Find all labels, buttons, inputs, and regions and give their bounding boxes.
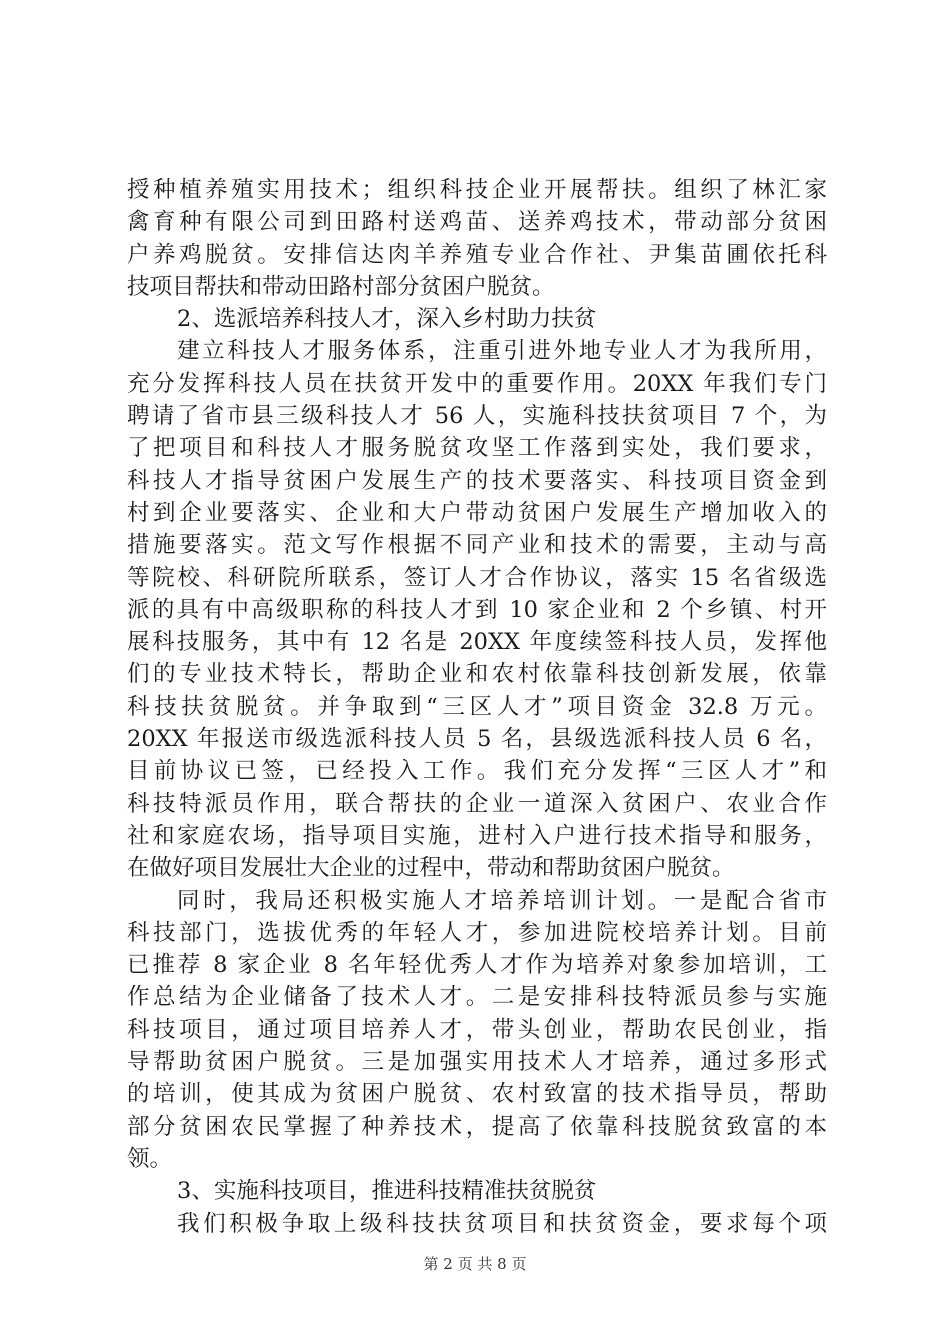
text-line: 科技部门，选拔优秀的年轻人才，参加进院校培养计划。目前 bbox=[127, 919, 827, 946]
text-line: 20XX 年报送市级选派科技人员 5 名，县级选派科技人员 6 名， bbox=[127, 726, 827, 753]
text-line: 的培训，使其成为贫困户脱贫、农村致富的技术指导员，帮助 bbox=[127, 1081, 827, 1108]
text-line: 建立科技人才服务体系，注重引进外地专业人才为我所用， bbox=[177, 338, 827, 365]
text-line: 聘请了省市县三级科技人才 56 人，实施科技扶贫项目 7 个，为 bbox=[127, 403, 827, 430]
page-number: 第 2 页 共 8 页 bbox=[423, 1255, 527, 1273]
section-heading: 2、选派培养科技人才，深入乡村助力扶贫 bbox=[177, 306, 597, 333]
text-line: 我们积极争取上级科技扶贫项目和扶贫资金，要求每个项 bbox=[177, 1210, 827, 1237]
text-line: 们的专业技术特长，帮助企业和农村依靠科技创新发展，依靠 bbox=[127, 661, 827, 688]
text-line: 派的具有中高级职称的科技人才到 10 家企业和 2 个乡镇、村开 bbox=[127, 596, 827, 623]
text-line: 目前协议已签，已经投入工作。我们充分发挥“三区人才”和 bbox=[127, 758, 827, 785]
text-line: 已推荐 8 家企业 8 名年轻优秀人才作为培养对象参加培训，工 bbox=[127, 952, 827, 979]
text-line: 充分发挥科技人员在扶贫开发中的重要作用。20XX 年我们专门 bbox=[127, 370, 827, 397]
text-line: 部分贫困农民掌握了种养技术，提高了依靠科技脱贫致富的本 bbox=[127, 1113, 827, 1140]
page-footer bbox=[0, 1253, 950, 1274]
text-line: 措施要落实。范文写作根据不同产业和技术的需要，主动与高 bbox=[127, 532, 827, 559]
text-line: 了把项目和科技人才服务脱贫攻坚工作落到实处，我们要求， bbox=[127, 435, 827, 462]
text-line: 领。 bbox=[127, 1145, 173, 1172]
text-line: 科技项目，通过项目培养人才，带头创业，帮助农民创业，指 bbox=[127, 1016, 827, 1043]
text-line: 在做好项目发展壮大企业的过程中，带动和帮助贫困户脱贫。 bbox=[127, 855, 735, 882]
text-line: 禽育种有限公司到田路村送鸡苗、送养鸡技术，带动部分贫困 bbox=[127, 209, 827, 236]
text-line: 村到企业要落实、企业和大户带动贫困户发展生产增加收入的 bbox=[127, 499, 827, 526]
text-line: 户养鸡脱贫。安排信达肉羊养殖专业合作社、尹集苗圃依托科 bbox=[127, 241, 827, 268]
text-line: 科技特派员作用，联合帮扶的企业一道深入贫困户、农业合作 bbox=[127, 790, 827, 817]
text-line: 科技人才指导贫困户发展生产的技术要落实、科技项目资金到 bbox=[127, 467, 827, 494]
document-body bbox=[127, 174, 827, 1240]
text-line: 导帮助贫困户脱贫。三是加强实用技术人才培养，通过多形式 bbox=[127, 1049, 827, 1076]
text-line: 作总结为企业储备了技术人才。二是安排科技特派员参与实施 bbox=[127, 984, 827, 1011]
text-line: 社和家庭农场，指导项目实施，进村入户进行技术指导和服务， bbox=[127, 822, 827, 849]
text-line: 技项目帮扶和带动田路村部分贫困户脱贫。 bbox=[127, 273, 555, 300]
text-line: 同时，我局还积极实施人才培养培训计划。一是配合省市 bbox=[177, 887, 827, 914]
text-line: 展科技服务，其中有 12 名是 20XX 年度续签科技人员，发挥他 bbox=[127, 629, 827, 656]
text-line: 等院校、科研院所联系，签订人才合作协议，落实 15 名省级选 bbox=[127, 564, 827, 591]
text-line: 科技扶贫脱贫。并争取到“三区人才”项目资金 32.8 万元。 bbox=[127, 693, 827, 720]
text-line: 授种植养殖实用技术；组织科技企业开展帮扶。组织了林汇家 bbox=[127, 177, 827, 203]
section-heading: 3、实施科技项目，推进科技精准扶贫脱贫 bbox=[177, 1178, 597, 1205]
